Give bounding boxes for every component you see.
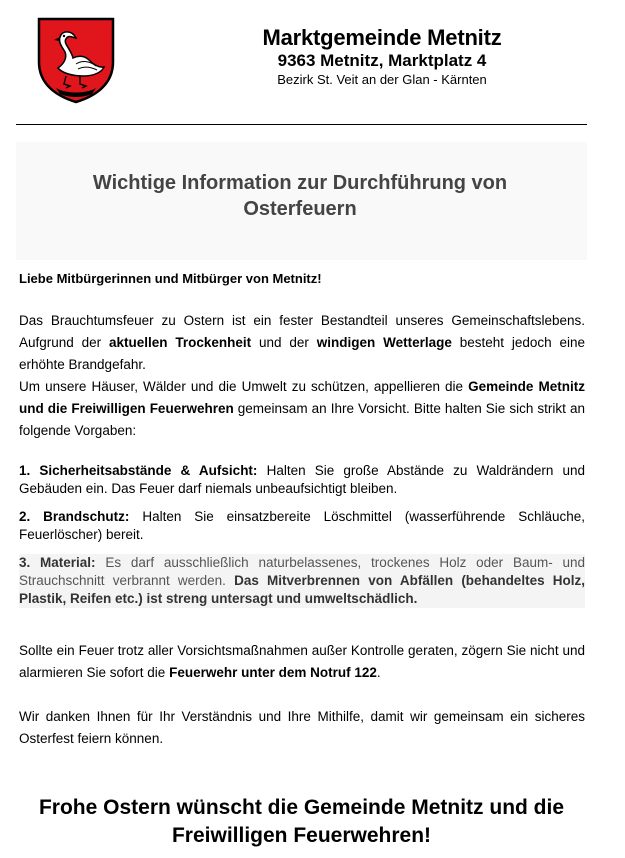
header-title: Marktgemeinde Metnitz <box>262 25 502 50</box>
municipality-crest <box>36 16 116 104</box>
rule-2-label: 2. Brandschutz: <box>19 509 130 524</box>
greeting: Liebe Mitbürgerinnen und Mitbürger von Metnitz! <box>19 271 322 286</box>
intro-text-3: besteht jedoch eine erhöhte Brandgefahr. <box>19 335 586 372</box>
appeal-paragraph <box>19 376 585 442</box>
closing-greeting: Frohe Ostern wünscht die Gemeinde Metnitz und die Freiwilligen Feuerwehren! <box>38 796 565 847</box>
rule-3-label: 3. Material: <box>19 555 96 570</box>
intro-text-2: und der <box>251 335 317 350</box>
appeal-bold-orgs: Gemeinde Metnitz und die Freiwilligen Feuerwehren <box>19 379 586 416</box>
rule-3-warning: Das Mitverbrennen von Abfällen (behandeltes Holz, Plastik, Reifen etc.) ist streng untersagt und umweltschädlich. <box>19 573 585 606</box>
emergency-number: Feuerwehr unter dem Notruf 122 <box>169 665 377 680</box>
emergency-paragraph <box>19 640 585 684</box>
header <box>222 24 542 89</box>
page-title: Wichtige Information zur Durchführung von Osterfeuern <box>92 172 508 220</box>
intro-bold-drought: aktuellen Trockenheit <box>109 335 252 350</box>
rule-2 <box>19 508 585 544</box>
rule-2-text: Halten Sie einsatzbereite Löschmittel (wasserführende Schläuche, Feuerlöscher) bereit. <box>19 509 586 542</box>
intro-paragraph <box>19 310 585 376</box>
appeal-text-1: Um unsere Häuser, Wälder und die Umwelt zu schützen, appellieren die <box>19 379 469 394</box>
appeal-text-2: gemeinsam an Ihre Vorsicht. Bitte halten Sie sich strikt an folgende Vorgaben: <box>19 401 585 438</box>
header-address: 9363 Metnitz, Marktplatz 4 <box>277 51 487 70</box>
intro-text-1: Das Brauchtumsfeuer zu Ostern ist ein fester Bestandteil unseres Gemeinschaftslebens. Aufgrund der <box>19 313 585 350</box>
header-district: Bezirk St. Veit an der Glan - Kärnten <box>277 72 487 87</box>
letter-body <box>19 268 585 750</box>
rule-1 <box>19 462 585 498</box>
rule-3 <box>19 554 585 608</box>
header-divider <box>16 124 587 125</box>
thanks-paragraph: Wir danken Ihnen für Ihr Verständnis und Ihre Mithilfe, damit wir gemeinsam ein sicheres Osterfest feiern können. <box>19 709 585 746</box>
rule-1-text: Halten Sie große Abstände zu Waldrändern und Gebäuden ein. Das Feuer darf niemals unbeaufsichtigt bleiben. <box>19 463 585 496</box>
emergency-text-2: . <box>376 665 381 680</box>
rule-3-text: Es darf ausschließlich naturbelassenes, trockenes Holz oder Baum- und Strauchschnitt verbrannt werden. <box>19 555 586 588</box>
rule-1-label: 1. Sicherheitsabstände & Aufsicht: <box>19 463 258 478</box>
intro-bold-wind: windigen Wetterlage <box>316 335 452 350</box>
emergency-text-1: Sollte ein Feuer trotz aller Vorsichtsmaßnahmen außer Kontrolle geraten, zögern Sie nicht und alarmieren Sie sofort die <box>19 643 585 680</box>
